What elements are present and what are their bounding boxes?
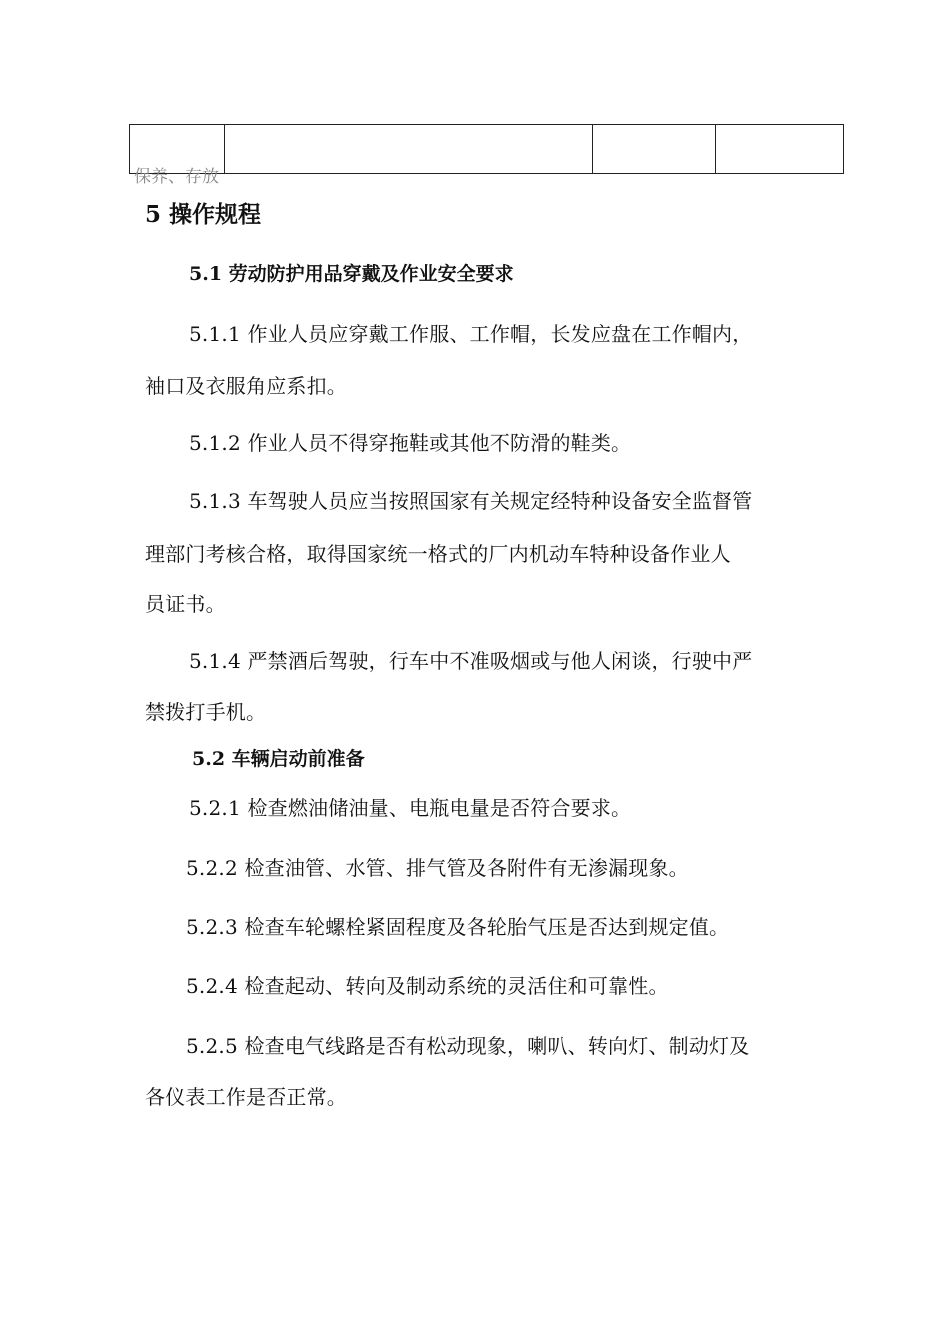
paragraph-5-2-4-line-1: 5.2.4 检查起动、转向及制动系统的灵活住和可靠性。 bbox=[186, 974, 669, 998]
paragraph-5-1-2-line-1: 5.1.2 作业人员不得穿拖鞋或其他不防滑的鞋类。 bbox=[189, 431, 632, 455]
section-5-1-heading: 5.1 劳动防护用品穿戴及作业安全要求 bbox=[189, 263, 514, 285]
paragraph-5-1-4-line-1: 5.1.4 严禁酒后驾驶，行车中不准吸烟或与他人闲谈，行驶中严 bbox=[189, 649, 753, 673]
table-cell bbox=[593, 125, 716, 174]
paragraph-5-2-5-line-2: 各仪表工作是否正常。 bbox=[145, 1085, 347, 1109]
paragraph-5-1-4-line-2: 禁拨打手机。 bbox=[145, 700, 267, 724]
paragraph-5-1-3-line-1: 5.1.3 车驾驶人员应当按照国家有关规定经特种设备安全监督管 bbox=[189, 489, 753, 513]
table-cell bbox=[716, 125, 844, 174]
paragraph-5-1-1-line-2: 袖口及衣服角应系扣。 bbox=[145, 374, 347, 398]
paragraph-5-1-1-line-1: 5.1.1 作业人员应穿戴工作服、工作帽，长发应盘在工作帽内， bbox=[189, 322, 753, 346]
section-5-2-heading: 5.2 车辆启动前准备 bbox=[192, 748, 365, 770]
header-table bbox=[129, 124, 843, 174]
paragraph-5-2-3-line-1: 5.2.3 检查车轮螺栓紧固程度及各轮胎气压是否达到规定值。 bbox=[186, 915, 730, 939]
paragraph-5-2-1-line-1: 5.2.1 检查燃油储油量、电瓶电量是否符合要求。 bbox=[189, 796, 632, 820]
section-5-heading: 5 操作规程 bbox=[145, 201, 262, 228]
paragraph-5-1-3-line-2: 理部门考核合格，取得国家统一格式的厂内机动车特种设备作业人 bbox=[145, 542, 731, 566]
paragraph-5-2-5-line-1: 5.2.5 检查电气线路是否有松动现象，喇叭、转向灯、制动灯及 bbox=[186, 1034, 750, 1058]
table-row bbox=[130, 125, 844, 174]
table-cell bbox=[225, 125, 593, 174]
table-grid bbox=[129, 124, 844, 174]
paragraph-5-1-3-line-3: 员证书。 bbox=[145, 592, 226, 616]
paragraph-5-2-2-line-1: 5.2.2 检查油管、水管、排气管及各附件有无渗漏现象。 bbox=[186, 856, 689, 880]
table-cell-overflow-text: 保养、存放 bbox=[134, 167, 219, 187]
